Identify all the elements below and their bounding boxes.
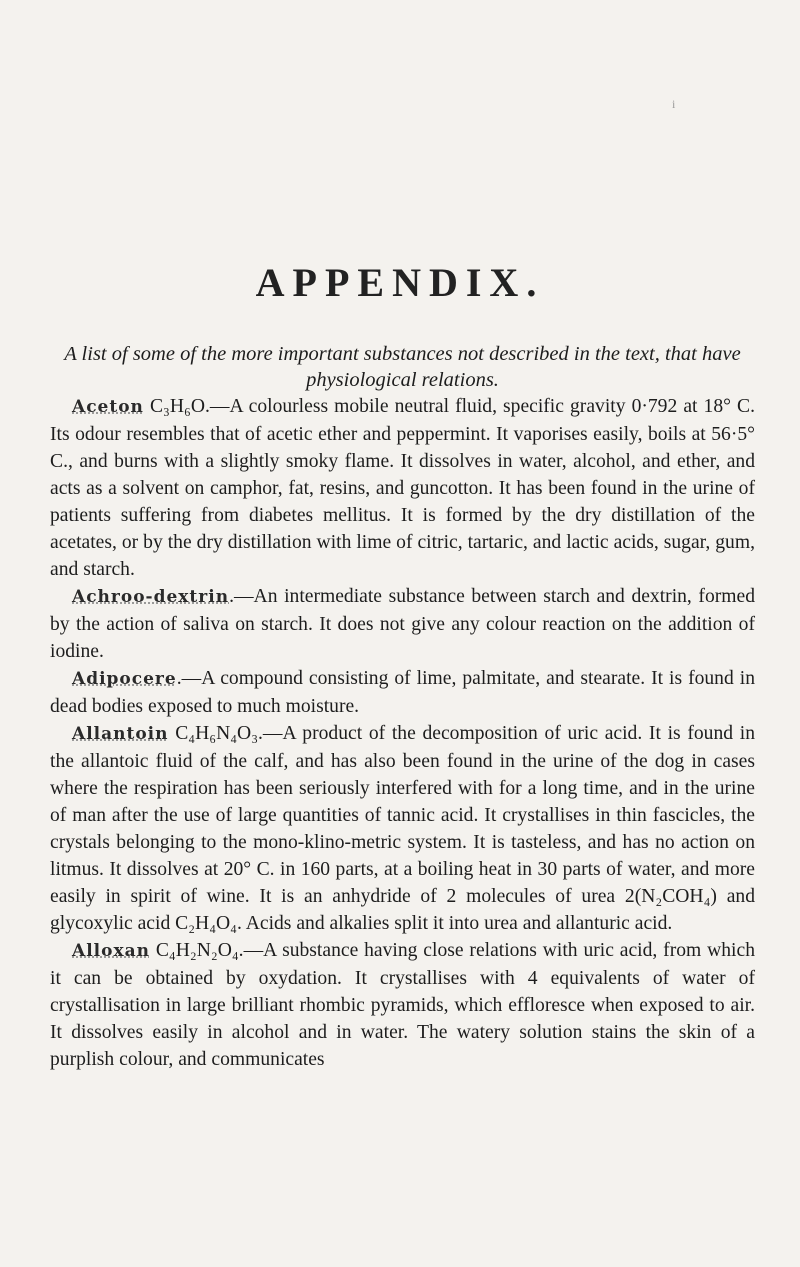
entry-text: .—A compound consisting of lime, palmitate, and stearate. It is found in dead bodies exposed to much moisture. (50, 668, 755, 717)
entry-term: Alloxan (72, 941, 150, 961)
entry-text: C₄H₂N₂O₄.—A substance having close relations with uric acid, from which it can be obtained by oxydation. It crystallises with 4 equivalents of water of crystallisation in large brilliant rhombic pyramids, which effloresce when exposed to air. It dissolves easily in alcohol and in water. The watery solution stains the skin of a purplish colour, and communicates (50, 940, 755, 1070)
entry-text: .—An intermediate substance between starch and dextrin, formed by the action of saliva on starch. It does not give any colour reaction on the addition of iodine. (50, 586, 755, 662)
page-mark: i (672, 97, 676, 111)
entry-achroo-dextrin (50, 583, 755, 665)
appendix-subtitle: A list of some of the more important substances not described in the text, that have physiological relations. (64, 342, 741, 391)
entry-adipocere (50, 665, 755, 720)
appendix-heading: APPENDIX. (255, 259, 545, 305)
entry-list (50, 393, 755, 1073)
entry-term: Allantoin (72, 724, 169, 744)
entry-allantoin (50, 720, 755, 937)
entry-text: C₃H₆O.—A colourless mobile neutral fluid, specific gravity 0·792 at 18° C. Its odour resembles that of acetic ether and peppermint. It vaporises easily, boils at 56·5° C., and burns with a slightly smoky flame. It dissolves in water, alcohol, and ether, and acts as a solvent on camphor, fat, resins, and guncotton. It has been found in the urine of patients suffering from diabetes mellitus. It is formed by the dry distillation of the acetates, or by the dry distillation with lime of citric, tartaric, and lactic acids, sugar, gum, and starch. (50, 396, 755, 580)
entry-term: Achroo-dextrin (72, 587, 230, 607)
entry-term: Aceton (72, 397, 144, 417)
entry-text: C₄H₆N₄O₃.—A product of the decomposition of uric acid. It is found in the allantoic fluid of the calf, and has also been found in the urine of the dog in cases where the respiration has been seriously interfered with for a long time, and in the urine of man after the use of large quantities of tannic acid. It crystallises in thin fascicles, the crystals belonging to the mono-klino-metric system. It is tasteless, and has no action on litmus. It dissolves at 20° C. in 160 parts, at a boiling heat in 30 parts of water, and more easily in spirit of wine. It is an anhydride of 2 molecules of urea 2(N₂COH₄) and glycoxylic acid C₂H₄O₄. Acids and alkalies split it into urea and allanturic acid. (50, 723, 755, 934)
entry-aceton (50, 393, 755, 583)
entry-alloxan (50, 937, 755, 1073)
entry-term: Adipocere (72, 669, 177, 689)
